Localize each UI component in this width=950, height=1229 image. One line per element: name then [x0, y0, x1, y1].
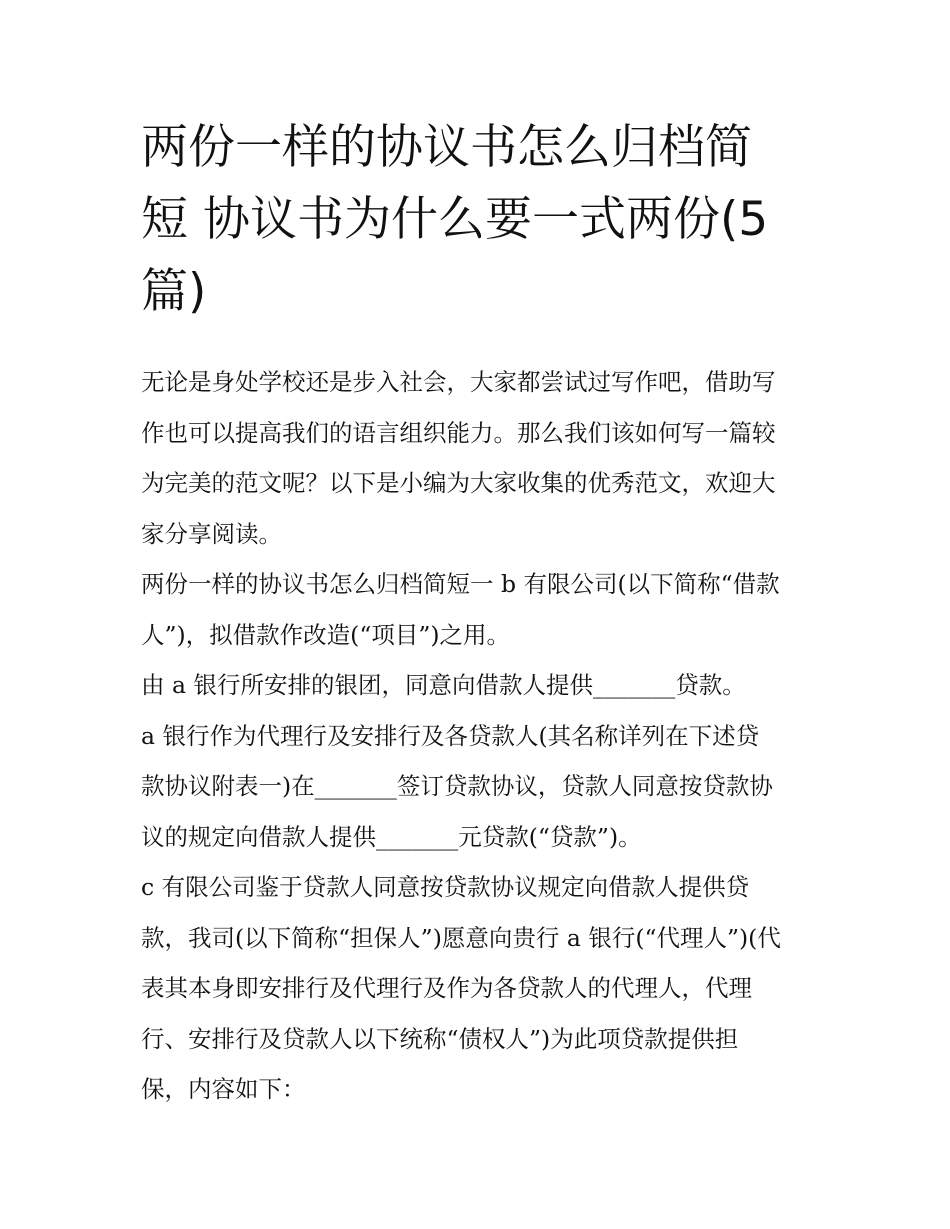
- text-line: 款，我司(以下简称“担保人”)愿意向贵行 a 银行(“代理人”)(代: [141, 923, 781, 952]
- text-line: 保，内容如下：: [141, 1075, 306, 1103]
- text-line: c 有限公司鉴于贷款人同意按贷款协议规定向借款人提供贷: [141, 873, 750, 901]
- text-line: 行、安排行及贷款人以下统称“债权人”)为此项贷款提供担: [141, 1024, 739, 1053]
- text-line: 表其本身即安排行及代理行及作为各贷款人的代理人，代理: [141, 974, 752, 1002]
- text-line: 两份一样的协议书怎么归档简短一 b 有限公司(以下简称“借款: [141, 570, 780, 598]
- text-line: 家分享阅读。: [141, 519, 282, 548]
- syndicate-paragraph: [141, 660, 821, 711]
- text-line: 为完美的范文呢？以下是小编为大家收集的优秀范文，欢迎大: [141, 469, 776, 497]
- text-line: 由 a 银行所安排的银团，同意向借款人提供_______贷款。: [141, 671, 746, 699]
- text-line: 无论是身处学校还是步入社会，大家都尝试过写作吧，借助写: [141, 368, 776, 396]
- document-title: [141, 112, 821, 328]
- intro-paragraph: [141, 357, 821, 559]
- text-line: 作也可以提高我们的语言组织能力。那么我们该如何写一篇较: [141, 418, 776, 447]
- agent-bank-paragraph: [141, 711, 821, 863]
- text-line: 人”)，拟借款作改造(“项目”)之用。: [141, 620, 511, 649]
- document-body: [141, 357, 821, 1115]
- guarantor-paragraph: [141, 862, 821, 1115]
- title-line: 篇): [141, 264, 207, 319]
- text-line: 议的规定向借款人提供_______元贷款(“贷款”)。: [141, 822, 642, 851]
- text-line: a 银行作为代理行及安排行及各贷款人(其名称详列在下述贷: [141, 721, 760, 750]
- title-line: 短 协议书为什么要一式两份(5: [141, 192, 769, 247]
- title-line: 两份一样的协议书怎么归档简: [141, 120, 752, 175]
- borrower-paragraph: [141, 559, 821, 660]
- text-line: 款协议附表一)在_______签订贷款协议，贷款人同意按贷款协: [141, 772, 773, 800]
